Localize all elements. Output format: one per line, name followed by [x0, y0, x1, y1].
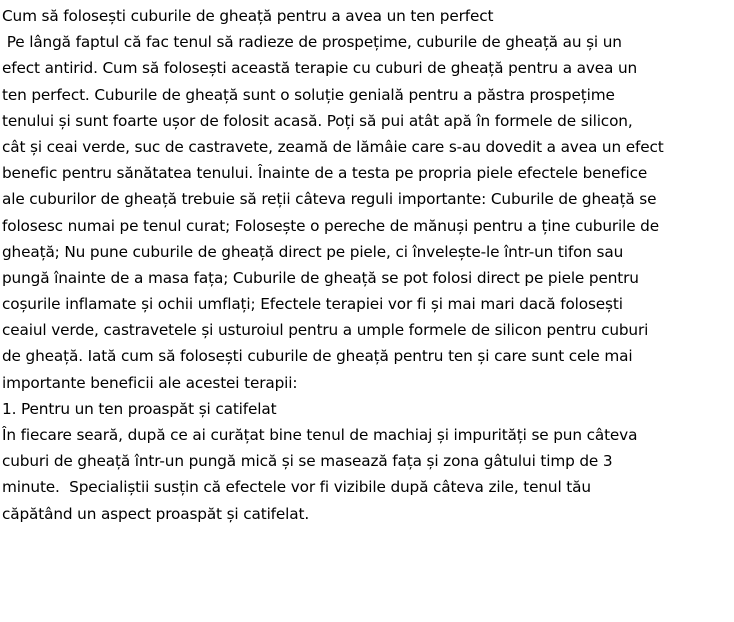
section-line: minute. Specialiștii susțin că efectele vor fi vizibile după câteva zile, tenul tău	[2, 478, 591, 497]
paragraph-line: cât și ceai verde, suc de castravete, zeamă de lămâie care s-au dovedit a avea un efect	[2, 137, 664, 156]
section-line: În fiecare seară, după ce ai curățat bine tenul de machiaj și impurități se pun câteva	[2, 426, 638, 444]
section-line: căpătând un aspect proaspăt și catifelat.	[2, 504, 310, 523]
paragraph-line: benefic pentru sănătatea tenului. Înainte de a testa pe propria piele efectele benefice	[2, 164, 648, 183]
paragraph-line: ten perfect. Cuburile de gheață sunt o soluție genială pentru a păstra prospețime	[2, 85, 615, 104]
paragraph-line: Pe lângă faptul că fac tenul să radieze de prospețime, cuburile de gheață au și un	[2, 33, 622, 52]
paragraph-line: efect antirid. Cum să folosești această terapie cu cuburi de gheață pentru a avea un	[2, 59, 638, 78]
section-line: cuburi de gheață într-un pungă mică și se masează fața și zona gâtului timp de 3	[2, 452, 613, 471]
paragraph-line: ceaiul verde, castravetele și usturoiul pentru a umple formele de silicon pentru cuburi	[2, 321, 649, 340]
paragraph-line: importante beneficii ale acestei terapii:	[2, 373, 298, 392]
intro-paragraph	[2, 29, 734, 396]
paragraph-line: pungă înainte de a masa fața; Cuburile de gheață se pot folosi direct pe piele pentru	[2, 268, 639, 287]
paragraph-line: gheață; Nu pune cuburile de gheață direct pe piele, ci învelește-le într-un tifon sau	[2, 242, 624, 261]
paragraph-line: tenului și sunt foarte ușor de folosit acasă. Poți să pui atât apă în formele de silicon,	[2, 111, 633, 130]
paragraph-line: folosesc numai pe tenul curat; Folosește o pereche de mănuși pentru a ține cuburile de	[2, 216, 659, 235]
paragraph-line: de gheață. Iată cum să folosești cuburile de gheață pentru ten și care sunt cele mai	[2, 347, 633, 366]
paragraph-line: coșurile inflamate și ochii umflați; Efectele terapiei vor fi și mai mari dacă folosești	[2, 295, 623, 314]
paragraph-line: ale cuburilor de gheață trebuie să reții câteva reguli importante: Cuburile de gheață se	[2, 190, 657, 209]
section-heading: 1. Pentru un ten proaspăt și catifelat	[2, 399, 277, 418]
article-title: Cum să folosești cuburile de gheață pentru a avea un ten perfect	[2, 7, 494, 25]
section-paragraph	[2, 422, 734, 527]
